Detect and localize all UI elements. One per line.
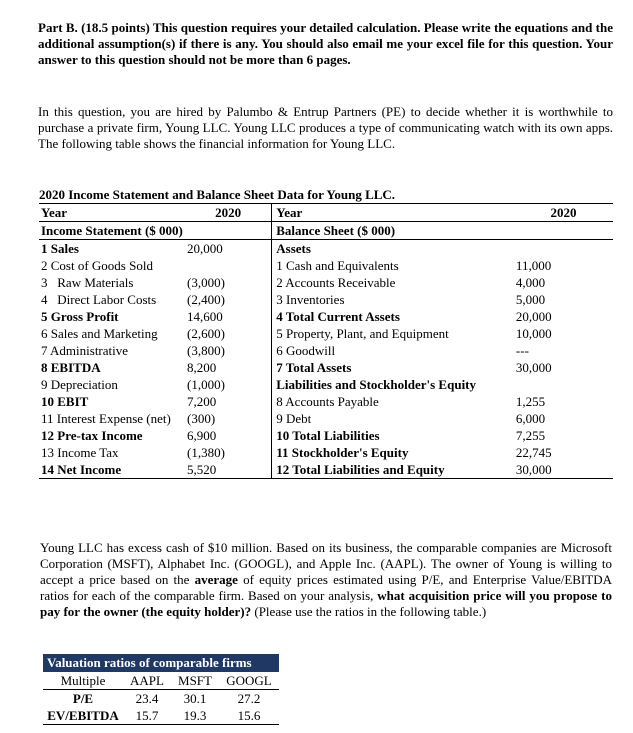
valuation-header-multiple: Multiple <box>43 672 123 690</box>
income-item-label: 14 Net Income <box>39 461 185 479</box>
valuation-table <box>43 654 279 725</box>
balance-sheet-heading: Balance Sheet ($ 000) <box>272 222 506 240</box>
income-item-label: 4 Direct Labor Costs <box>41 292 157 307</box>
table-row <box>39 257 613 274</box>
table-row <box>39 308 613 325</box>
income-item-value: 20,000 <box>185 240 272 258</box>
header-year-right: Year <box>272 204 506 222</box>
header-year-right-value: 2020 <box>506 204 613 222</box>
balance-item-value: 30,000 <box>506 461 613 479</box>
income-item-label: 5 Gross Profit <box>41 309 119 324</box>
income-item-label: 11 Interest Expense (net) <box>41 411 171 426</box>
balance-item-label: Liabilities and Stockholder's Equity <box>276 377 477 392</box>
balance-item-label: 6 Goodwill <box>276 343 336 358</box>
table-row <box>39 393 613 410</box>
balance-item-label: 4 Total Current Assets <box>276 309 400 324</box>
table-row <box>39 291 613 308</box>
valuation-ratio-value: 15.6 <box>219 707 279 725</box>
subheader-spacer-right <box>506 222 613 240</box>
balance-item-label: 7 Total Assets <box>276 360 352 375</box>
valuation-multiple-label: P/E <box>72 691 94 706</box>
income-item-label: 12 Pre-tax Income <box>41 428 143 443</box>
income-item-value: 6,900 <box>185 427 272 444</box>
valuation-ratio-value: 30.1 <box>183 691 207 706</box>
table-row <box>39 274 613 291</box>
balance-item-label: 8 Accounts Payable <box>276 394 379 409</box>
table-row <box>39 461 613 479</box>
income-item-label: 9 Depreciation <box>41 377 118 392</box>
income-item-value: (3,800) <box>185 342 272 359</box>
valuation-row <box>43 707 279 725</box>
balance-item-label: 1 Cash and Equivalents <box>276 258 399 273</box>
valuation-header-ticker: GOOGL <box>219 672 279 690</box>
financial-table-title: 2020 Income Statement and Balance Sheet Data for Young LLC. <box>39 187 396 202</box>
income-item-value: (1,000) <box>185 376 272 393</box>
financial-data-table <box>39 186 613 479</box>
balance-item-label: Assets <box>276 241 311 256</box>
valuation-ratio-value: 15.7 <box>123 707 171 725</box>
income-item-value: 14,600 <box>185 308 272 325</box>
income-item-value: (300) <box>185 410 272 427</box>
valuation-ratio-value: 19.3 <box>171 707 219 725</box>
balance-item-value: 10,000 <box>515 326 552 341</box>
balance-item-value: --- <box>515 343 529 358</box>
income-item-label: 6 Sales and Marketing <box>41 326 158 341</box>
balance-item-value: 30,000 <box>515 360 552 375</box>
valuation-ratio-value: 23.4 <box>135 691 159 706</box>
valuation-header-ticker: MSFT <box>171 672 219 690</box>
intro-paragraph: In this question, you are hired by Palumbo & Entrup Partners (PE) to decide whether it is worthwhile to purchase a private firm, Young LLC. Young LLC produces a type of communicating watch with its own apps. The following table shows the financial information for Young LLC. <box>38 104 613 151</box>
table-row <box>39 376 613 393</box>
valuation-table-title: Valuation ratios of comparable firms <box>43 654 279 672</box>
balance-item-value: 1,255 <box>515 394 546 409</box>
balance-item-label: 10 Total Liabilities <box>276 428 380 443</box>
table-row <box>39 342 613 359</box>
table-row <box>39 444 613 461</box>
table-row <box>39 325 613 342</box>
table-row <box>39 427 613 444</box>
income-item-label: 7 Administrative <box>41 343 129 358</box>
income-item-value: (1,380) <box>185 444 272 461</box>
subheader-spacer <box>185 222 272 240</box>
balance-item-label: 3 Inventories <box>276 292 345 307</box>
income-item-label: 8 EBITDA <box>41 360 101 375</box>
balance-item-value: 4,000 <box>515 275 546 290</box>
income-item-value: (2,600) <box>185 325 272 342</box>
income-item-value: 5,520 <box>185 461 272 479</box>
income-item-value: 8,200 <box>185 359 272 376</box>
balance-item-value: 7,255 <box>515 428 546 443</box>
income-item-value <box>185 257 272 274</box>
table-row <box>39 359 613 376</box>
valuation-ratio-value: 27.2 <box>237 691 261 706</box>
financial-table-body <box>39 240 613 479</box>
income-item-label: 3 Raw Materials <box>41 275 134 290</box>
valuation-table-body <box>43 672 279 725</box>
balance-item-value <box>506 376 613 393</box>
balance-item-label: 11 Stockholder's Equity <box>276 445 409 460</box>
balance-item-label: 2 Accounts Receivable <box>276 275 396 290</box>
question-text-2: of equity prices estimated using P/E, and Enterprise Value/EBITDA ratios for each of the comparable firm. Based on your analysis, <box>40 572 612 603</box>
valuation-header-row <box>43 672 279 690</box>
income-item-value: (3,000) <box>185 274 272 291</box>
income-item-label: 13 Income Tax <box>41 445 119 460</box>
balance-item-value: 22,745 <box>515 445 552 460</box>
balance-item-label: 12 Total Liabilities and Equity <box>272 461 506 479</box>
question-paragraph <box>40 540 612 620</box>
income-item-label: 10 EBIT <box>41 394 89 409</box>
table-row <box>39 410 613 427</box>
balance-item-value <box>506 240 613 258</box>
balance-item-value: 20,000 <box>515 309 552 324</box>
income-item-value: 7,200 <box>185 393 272 410</box>
balance-item-label: 9 Debt <box>276 411 312 426</box>
question-emphasis-average: average <box>194 572 238 587</box>
question-text-3: (Please use the ratios in the following table.) <box>251 604 487 619</box>
header-year-left-value: 2020 <box>185 204 272 222</box>
balance-item-value: 11,000 <box>515 258 552 273</box>
valuation-row <box>43 690 279 708</box>
table-header-row <box>39 204 613 222</box>
table-subheader-row <box>39 222 613 240</box>
income-item-label: 2 Cost of Goods Sold <box>41 258 153 273</box>
income-item-label: 1 Sales <box>41 241 79 256</box>
balance-item-value: 5,000 <box>515 292 546 307</box>
table-row <box>39 240 613 258</box>
financial-table <box>39 203 613 479</box>
balance-item-value: 6,000 <box>515 411 546 426</box>
header-year-left: Year <box>39 204 185 222</box>
question-text-1: Young LLC has excess cash of $10 million. Based on its business, the comparable companies are Microsoft Corporation (MSFT), Alphabet Inc. (GOOGL), and Apple Inc. (AAPL). The owner of Young is willing to accept a price based on the <box>40 540 612 587</box>
question-emphasis-ask: what acquisition price will you propose to pay for the owner (the equity holder)? <box>40 588 612 619</box>
valuation-header-ticker: AAPL <box>123 672 171 690</box>
valuation-ratios-table <box>43 654 279 725</box>
balance-item-label: 5 Property, Plant, and Equipment <box>276 326 449 341</box>
part-b-heading: Part B. (18.5 points) This question requires your detailed calculation. Please write the equations and the additional assumption(s) if there is any. You should also email me your excel file for this question. Your answer to this question should not be more than 6 pages. <box>38 20 613 67</box>
income-item-value: (2,400) <box>185 291 272 308</box>
income-statement-heading: Income Statement ($ 000) <box>39 222 185 240</box>
valuation-multiple-label: EV/EBITDA <box>43 707 123 725</box>
